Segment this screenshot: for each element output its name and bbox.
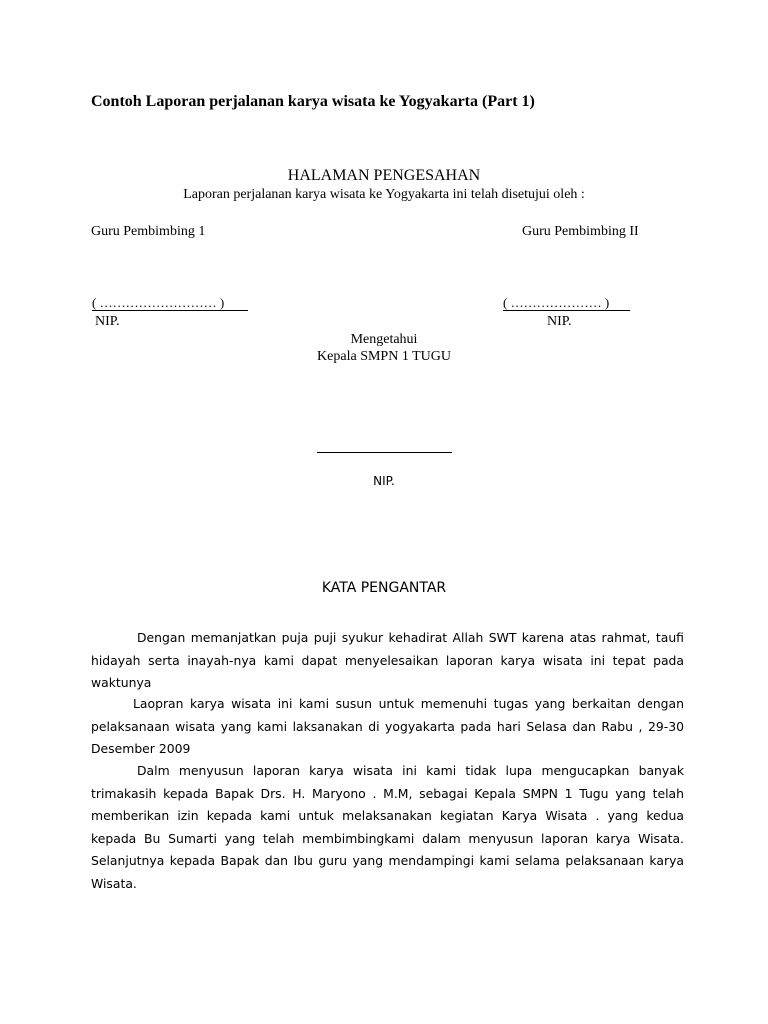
approval-heading: HALAMAN PENGESAHAN: [287, 167, 481, 184]
signature-line-guru-2: ( ………………… ): [503, 296, 630, 311]
mengetahui-label: Mengetahui: [350, 332, 418, 347]
document-title: Contoh Laporan perjalanan karya wisata ke Yogyakarta (Part 1): [91, 93, 535, 110]
foreword-paragraph: Dengan memanjatkan puja puji syukur kehadirat Allah SWT karena atas rahmat, taufi hidayah serta inayah-nya kami dapat menyelesaikan laporan karya wisata ini tepat pada waktunya: [91, 630, 684, 690]
signature-line-guru-1: ( ……………………… ): [92, 296, 248, 311]
signature-line-kepala: [317, 452, 452, 453]
approval-subtitle: Laporan perjalanan karya wisata ke Yogyakarta ini telah disetujui oleh :: [183, 187, 585, 202]
foreword-paragraph: Laopran karya wisata ini kami susun untuk memenuhi tugas yang berkaitan dengan pelaksanaan wisata yang kami laksanakan di yogyakarta pada hari Selasa dan Rabu , 29-30 Desember 2009: [91, 696, 684, 756]
nip-kepala: NIP.: [373, 474, 395, 488]
guru-pembimbing-2-label: Guru Pembimbing II: [522, 224, 639, 239]
guru-pembimbing-1-label: Guru Pembimbing 1: [91, 224, 206, 239]
foreword-paragraph: Dalm menyusun laporan karya wisata ini kami tidak lupa mengucapkan banyak trimakasih kepada Bapak Drs. H. Maryono . M.M, sebagai Kepala SMPN 1 Tugu yang telah memberikan izin kepada kami untuk melaksanakan kegiatan Karya Wisata . yang kedua kepada Bu Sumarti yang telah membimbingkami dalam menyusun laporan karya Wisata. Selanjutnya kepada Bapak dan Ibu guru yang mendampingi kami selama pelaksanaan karya Wisata.: [91, 763, 684, 891]
nip-guru-1: NIP.: [95, 314, 120, 329]
kepala-sekolah-label: Kepala SMPN 1 TUGU: [317, 349, 451, 364]
foreword-heading: KATA PENGANTAR: [321, 580, 447, 596]
nip-guru-2: NIP.: [547, 314, 572, 329]
